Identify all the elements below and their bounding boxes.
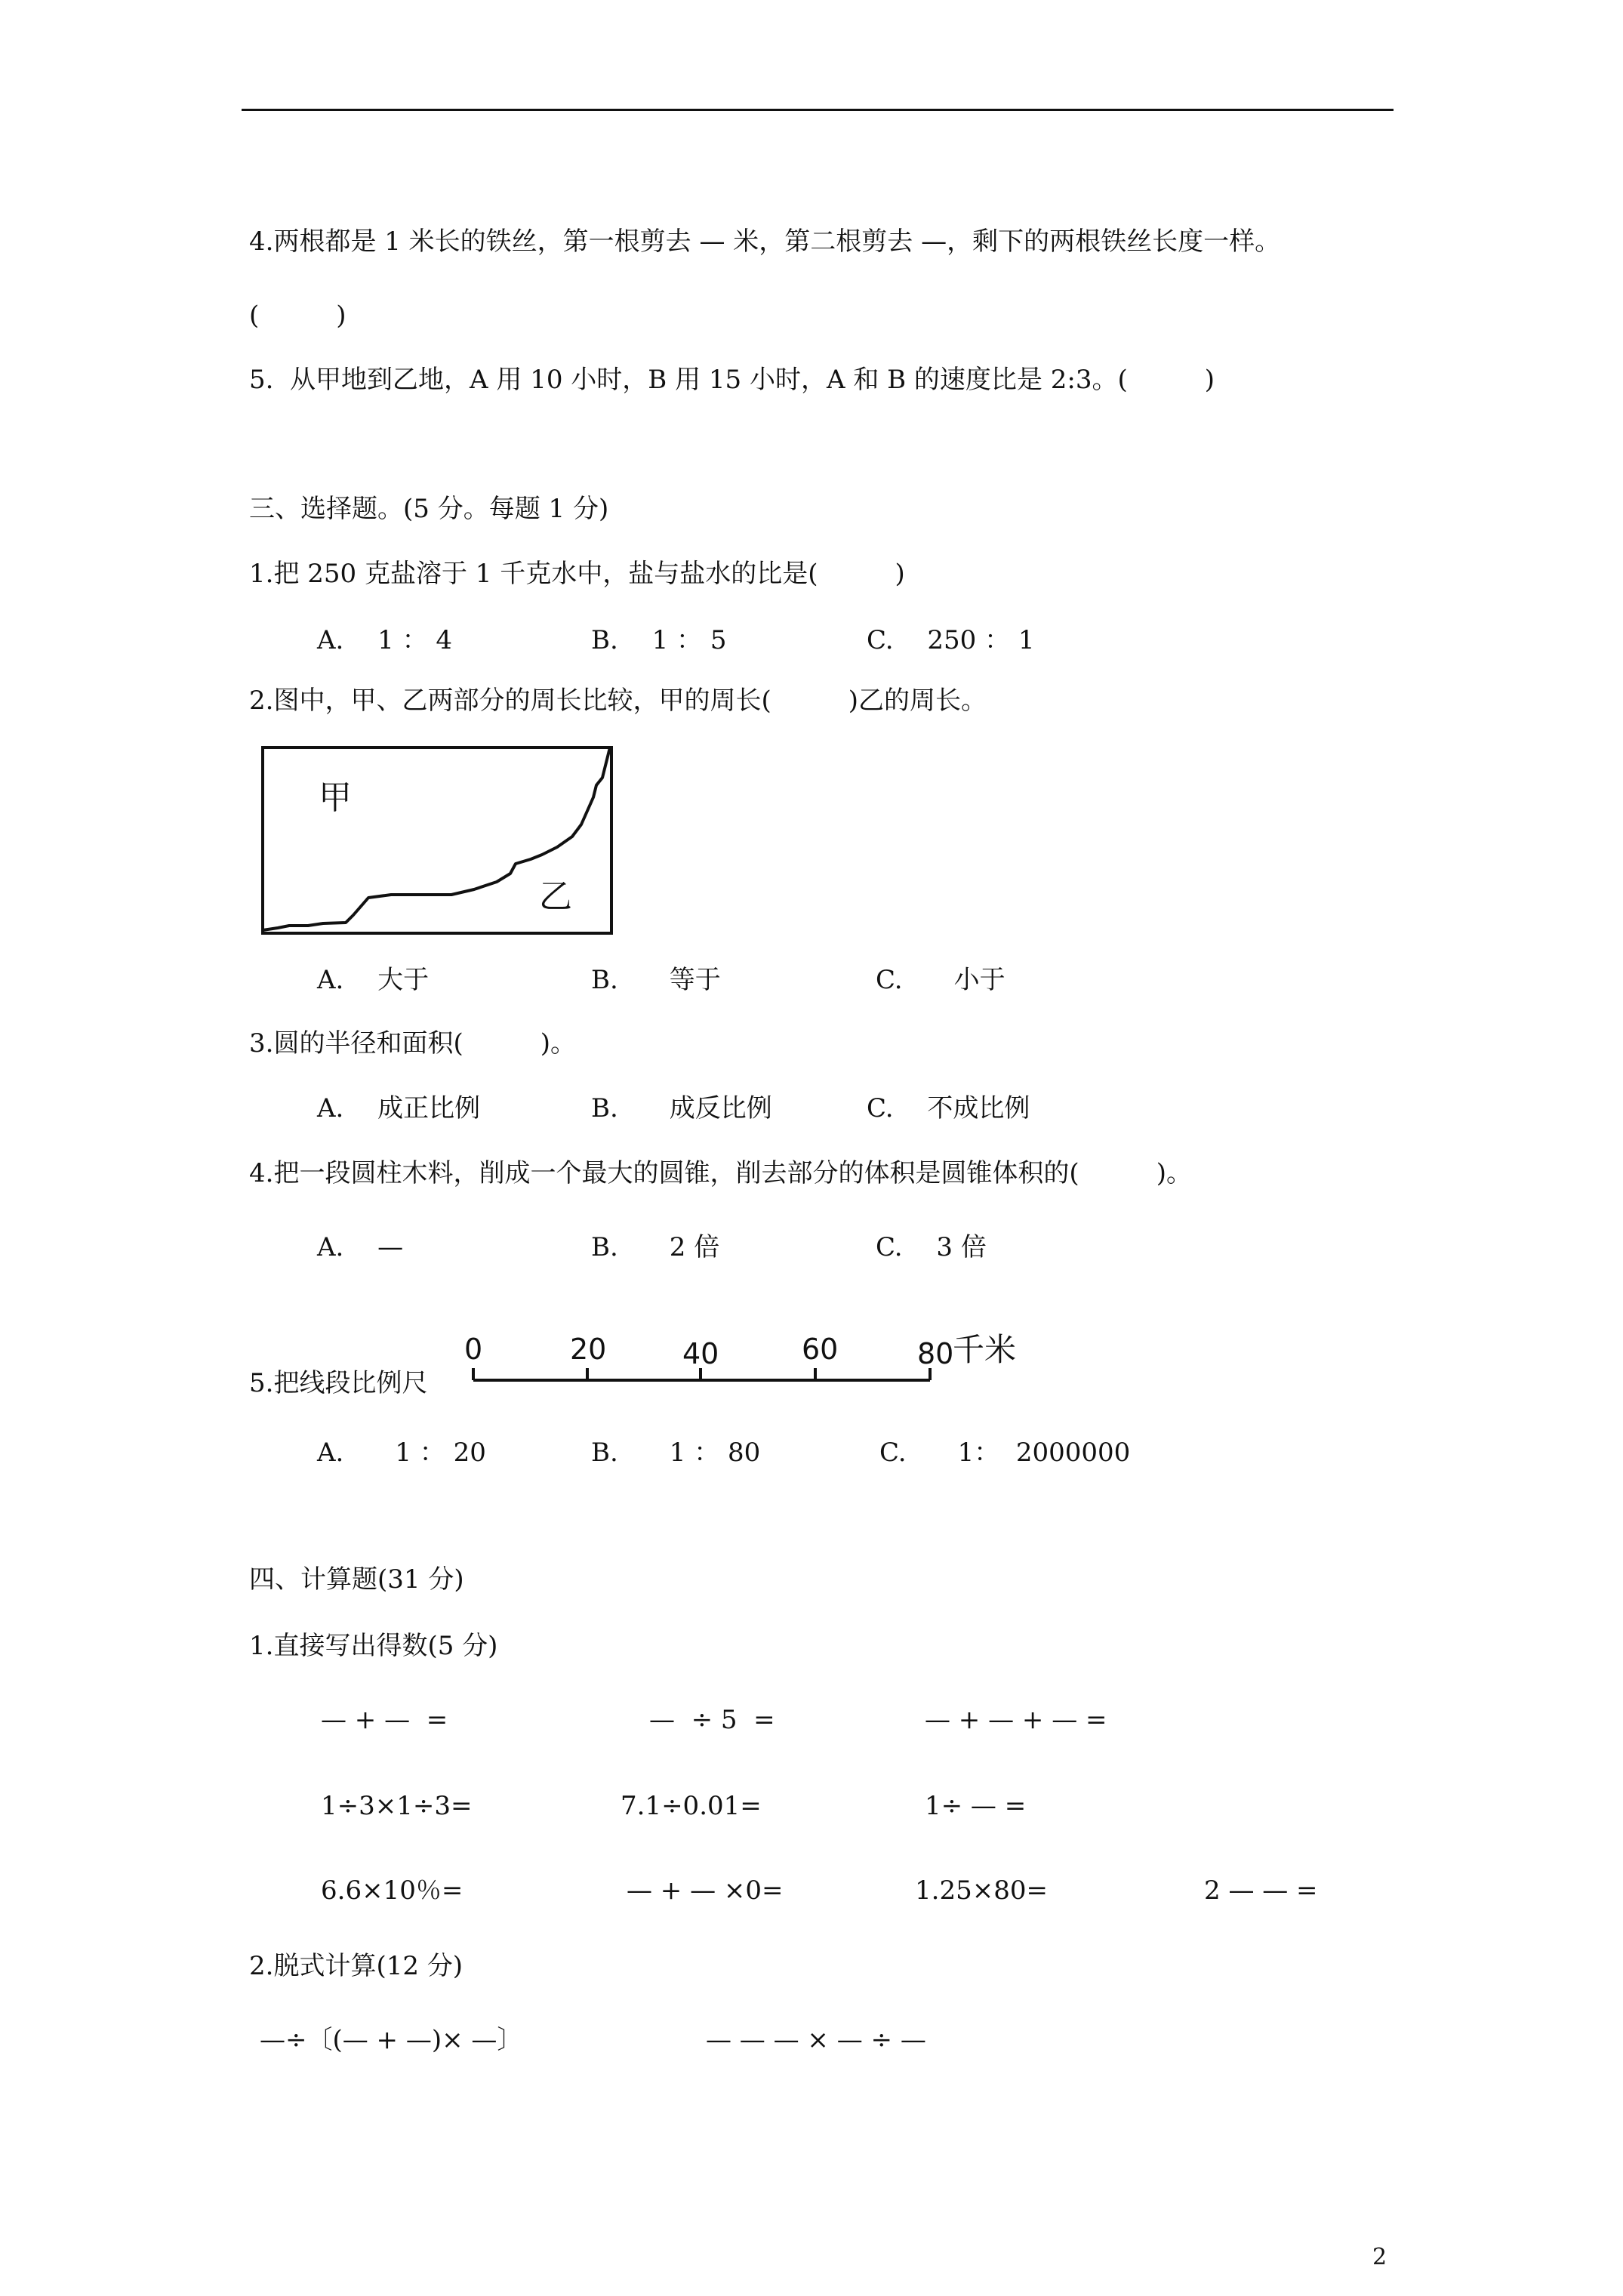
- s3-q1-option-a: A. 1 ： 4: [317, 625, 453, 655]
- page-number: 2: [1372, 2244, 1387, 2270]
- expr-2: — — — × — ÷ —: [706, 2025, 926, 2055]
- line-scale-bar: [460, 1321, 1019, 1404]
- s3-q3-stem: 3.圆的半径和面积( )。: [249, 1028, 576, 1059]
- s3-q5-option-a: A. 1 ： 20: [317, 1438, 486, 1468]
- scale-tick-80: 80: [917, 1337, 954, 1370]
- calc-1-1: — + — =: [321, 1705, 448, 1735]
- perimeter-figure: [255, 741, 621, 944]
- s3-q4-option-a: A. —: [317, 1232, 404, 1262]
- section4-title: 四、计算题(31 分): [249, 1564, 464, 1595]
- s3-q2-option-a: A. 大于: [317, 965, 430, 995]
- s3-q2-stem: 2.图中，甲、乙两部分的周长比较，甲的周长( )乙的周长。: [249, 686, 987, 716]
- s3-q3-option-c: C. 不成比例: [867, 1093, 1030, 1123]
- s3-q5-option-b: B. 1 ： 80: [591, 1438, 761, 1468]
- calc-3-3: 1.25×80=: [915, 1875, 1048, 1906]
- s3-q1-stem: 1.把 250 克盐溶于 1 千克水中，盐与盐水的比是( ): [249, 559, 905, 589]
- scale-tick-60: 60: [802, 1333, 839, 1366]
- s3-q1-option-b: B. 1 ： 5: [591, 625, 727, 655]
- header-rule: [242, 109, 1394, 111]
- expr-1: —÷〔(— + —)× —〕: [260, 2025, 523, 2055]
- calc-3-4: 2 — — =: [1204, 1875, 1318, 1906]
- s3-q4-option-c: C. 3 倍: [876, 1232, 987, 1262]
- scale-tick-0: 0: [464, 1333, 483, 1366]
- s3-q2-option-c: C. 小于: [876, 965, 1006, 995]
- label-yi: 乙: [539, 877, 572, 916]
- judge-q4: 4.两根都是 1 米长的铁丝，第一根剪去 — 米，第二根剪去 —，剩下的两根铁丝长度一样。: [249, 227, 1281, 257]
- label-jia: 甲: [319, 778, 352, 817]
- s3-q5-option-c: C. 1： 2000000: [879, 1438, 1131, 1468]
- scale-tick-40: 40: [682, 1337, 719, 1370]
- s3-q4-stem: 4.把一段圆柱木料，削成一个最大的圆锥，削去部分的体积是圆锥体积的( )。: [249, 1158, 1192, 1188]
- calc-3-2: — + — ×0=: [627, 1875, 784, 1906]
- s3-q3-option-b: B. 成反比例: [591, 1093, 772, 1123]
- calc-2-3: 1÷ — =: [925, 1791, 1027, 1821]
- s3-q2-option-b: B. 等于: [591, 965, 721, 995]
- calc-3-1: 6.6×10％=: [321, 1875, 463, 1906]
- section3-title: 三、选择题。(5 分。每题 1 分): [249, 494, 609, 524]
- calc-2-2: 7.1÷0.01=: [621, 1791, 762, 1821]
- s4-part1-title: 1.直接写出得数(5 分): [249, 1631, 498, 1661]
- s3-q4-option-b: B. 2 倍: [591, 1232, 720, 1262]
- s3-q5-stem: 5.把线段比例尺: [249, 1368, 428, 1398]
- judge-q4-paren: ( ): [249, 300, 346, 331]
- calc-1-2: — ÷ 5 =: [649, 1705, 775, 1735]
- scale-unit: 千米: [953, 1331, 1017, 1368]
- s3-q3-option-a: A. 成正比例: [317, 1093, 481, 1123]
- calc-1-3: — + — + — =: [925, 1705, 1107, 1735]
- judge-q5: 5. 从甲地到乙地，A 用 10 小时，B 用 15 小时，A 和 B 的速度比是 2:3。( ): [249, 365, 1215, 395]
- calc-2-1: 1÷3×1÷3=: [321, 1791, 473, 1821]
- s3-q1-option-c: C. 250 ： 1: [867, 625, 1035, 655]
- scale-tick-20: 20: [570, 1333, 607, 1366]
- s4-part2-title: 2.脱式计算(12 分): [249, 1951, 463, 1981]
